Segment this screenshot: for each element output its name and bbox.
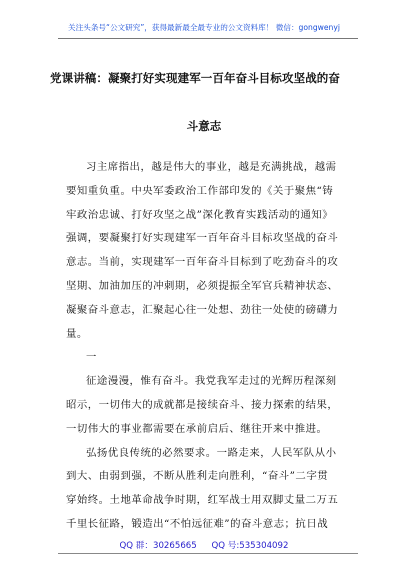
qq-group: QQ 群：30265665 — [119, 541, 197, 551]
document-title-continued: 斗意志 — [186, 119, 222, 133]
footer-divider — [58, 553, 358, 554]
body-line: 昭示，一切伟大的成就都是接续奋斗、接力探索的结果， — [66, 398, 339, 411]
body-line: 要知重负重。中央军委政治工作部印发的《关于聚焦“铸 — [66, 184, 334, 197]
body-line: 牢政治忠诚、打好攻坚之战”深化教育实践活动的通知》 — [66, 208, 334, 221]
body-line: 习主席指出，越是伟大的事业，越是充满挑战，越需 — [86, 161, 337, 173]
page-footer — [0, 539, 408, 551]
body-line: 坚期、加油加压的冲刺期，必须提振全军官兵精神状态、 — [66, 279, 339, 292]
qq-number: QQ 号:535304092 — [211, 541, 289, 551]
body-line: 千里长征路，锻造出“不怕远征难”的奋斗意志；抗日战 — [66, 517, 329, 530]
body-line: 量。 — [66, 327, 88, 340]
body-line: 强调，要凝聚打好实现建军一百年奋斗目标攻坚战的奋斗 — [66, 232, 339, 245]
body-line: 到大、由弱到强，不断从胜利走向胜利，“奋斗”二字贯 — [66, 470, 329, 483]
section-number: 一 — [86, 351, 97, 364]
body-line: 一切伟大的事业都需要在承前启后、继往开来中推进。 — [66, 422, 328, 435]
body-line: 弘扬优良传统的必然要求。一路走来，人民军队从小 — [86, 446, 337, 459]
body-line: 凝聚奋斗意志，汇聚起心往一处想、劲往一处使的磅礴力 — [66, 303, 339, 316]
document-body — [66, 156, 356, 537]
header-divider — [58, 38, 358, 39]
body-line: 意志。当前，实现建军一百年奋斗目标到了吃劲奋斗的攻 — [66, 256, 339, 269]
page-header: 关注头条号“公文研究”，获得最新最全最专业的公文资料库！ 微信：gongwenyj — [68, 23, 340, 32]
body-line: 征途漫漫，惟有奋斗。我党我军走过的光辉历程深刻 — [86, 375, 337, 388]
document-title: 党课讲稿：凝聚打好实现建军一百年奋斗目标攻坚战的奋 — [50, 71, 340, 85]
body-line: 穿始终。土地革命战争时期，红军战士用双脚丈量二万五 — [66, 494, 339, 507]
